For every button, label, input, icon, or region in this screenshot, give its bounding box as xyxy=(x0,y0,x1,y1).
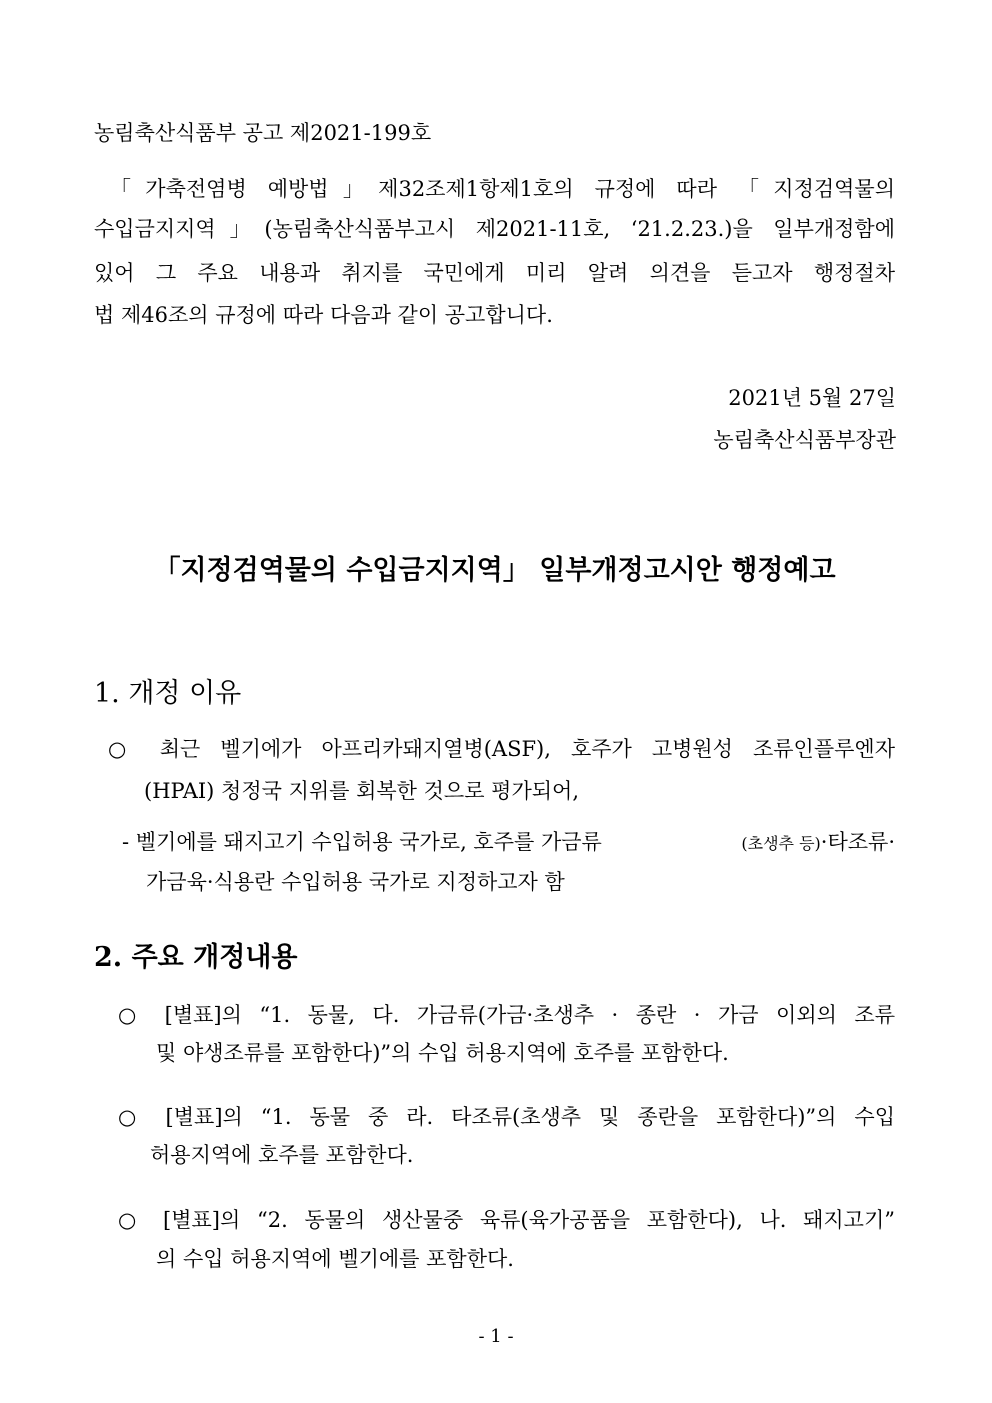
intro-line-3: 있어 그 주요 내용과 취지를 국민에게 미리 알려 의견을 듣고자 행정절차 xyxy=(94,261,895,285)
section2-item1-line1: ○ [별표]의 “1. 동물, 다. 가금류(가금·초생추 · 종란 · 가금 이외의 조류 xyxy=(118,1003,895,1027)
notice-date: 2021년 5월 27일 xyxy=(728,386,896,410)
section1-heading: 1. 개정 이유 xyxy=(94,678,242,709)
section1-bullet-line2: (HPAI) 청정국 지위를 회복한 것으로 평가되어, xyxy=(144,779,579,803)
intro-line-4: 법 제46조의 규정에 따라 다음과 같이 공고합니다. xyxy=(94,303,553,327)
section2-heading: 2. 주요 개정내용 xyxy=(94,942,298,973)
dash-line1-text-a: - 벨기에를 돼지고기 수입허용 국가로, 호주를 가금류 xyxy=(122,830,602,854)
page-number: - 1 - xyxy=(478,1326,514,1347)
dash-line1-tail xyxy=(741,828,895,858)
document-title: 「지정검역물의 수입금지지역」 일부개정고시안 행정예고 xyxy=(153,555,836,586)
section1-dash-line2: 가금육·식용란 수입허용 국가로 지정하고자 함 xyxy=(146,870,565,894)
notice-number: 농림축산식품부 공고 제2021-199호 xyxy=(94,121,432,145)
issuer: 농림축산식품부장관 xyxy=(713,428,896,452)
section2-item2-line2: 허용지역에 호주를 포함한다. xyxy=(150,1143,414,1167)
intro-line-2: 수입금지지역」(농림축산식품부고시 제2021-11호, ‘21.2.23.)을 일부개정함에 xyxy=(94,217,895,241)
section2-item3-line2: 의 수입 허용지역에 벨기에를 포함한다. xyxy=(156,1247,514,1271)
section1-bullet-line1: ○ 최근 벨기에가 아프리카돼지열병(ASF), 호주가 고병원성 조류인플루엔자 xyxy=(108,737,895,761)
section2-item2-line1: ○ [별표]의 “1. 동물 중 라. 타조류(초생추 및 종란을 포함한다)”의 수입 xyxy=(118,1105,895,1129)
intro-line-1: 「가축전염병 예방법」제32조제1항제1호의 규정에 따라 「지정검역물의 xyxy=(110,177,895,201)
section1-dash-line1 xyxy=(122,828,895,858)
dash-line1-text-b: ·타조류· xyxy=(820,830,895,854)
dash-line1-small: (초생추 등) xyxy=(741,834,821,853)
section2-item3-line1: ○ [별표]의 “2. 동물의 생산물중 육류(육가공품을 포함한다), 나. 돼지고기” xyxy=(118,1208,895,1232)
section2-item1-line2: 및 야생조류를 포함한다)”의 수입 허용지역에 호주를 포함한다. xyxy=(156,1041,729,1065)
